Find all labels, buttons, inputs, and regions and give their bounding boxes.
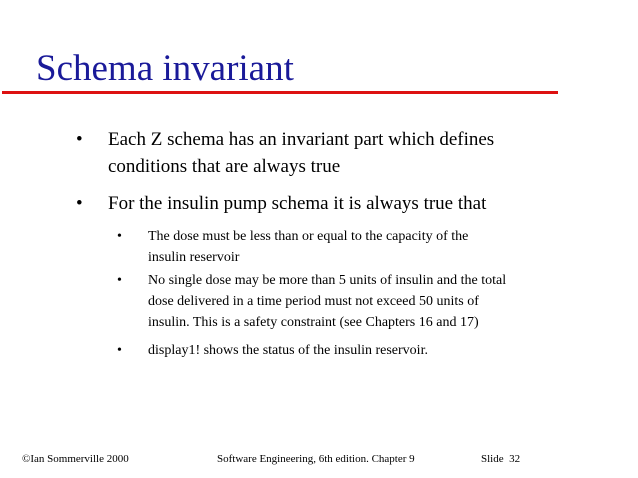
sub-bullet-text-line: insulin. This is a safety constraint (see Chapters 16 and 17) <box>148 315 479 330</box>
sub-bullet-text-line: insulin reservoir <box>148 250 240 265</box>
sub-bullet-text-line: No single dose may be more than 5 units of insulin and the total <box>148 273 507 288</box>
sub-bullet-marker: • <box>117 343 122 358</box>
bullet-text-line: conditions that are always true <box>108 156 341 177</box>
sub-bullet-text-line: The dose must be less than or equal to the capacity of the <box>148 229 469 244</box>
bullet-marker: • <box>76 129 83 150</box>
bullet-text-line: Each Z schema has an invariant part which defines <box>108 129 495 150</box>
footer-slide-number: Slide 32 <box>481 453 521 465</box>
slide-title: Schema invariant <box>36 48 294 89</box>
sub-bullet-text-line: display1! shows the status of the insulin reservoir. <box>148 343 428 358</box>
footer-copyright: ©Ian Sommerville 2000 <box>22 453 129 465</box>
bullet-text-line: For the insulin pump schema it is always true that <box>108 193 487 214</box>
sub-bullet-marker: • <box>117 273 122 288</box>
bullet-marker: • <box>76 193 83 214</box>
footer-book-title: Software Engineering, 6th edition. Chapter 9 <box>217 453 415 465</box>
sub-bullet-text-line: dose delivered in a time period must not exceed 50 units of <box>148 294 479 309</box>
sub-bullet-marker: • <box>117 229 122 244</box>
